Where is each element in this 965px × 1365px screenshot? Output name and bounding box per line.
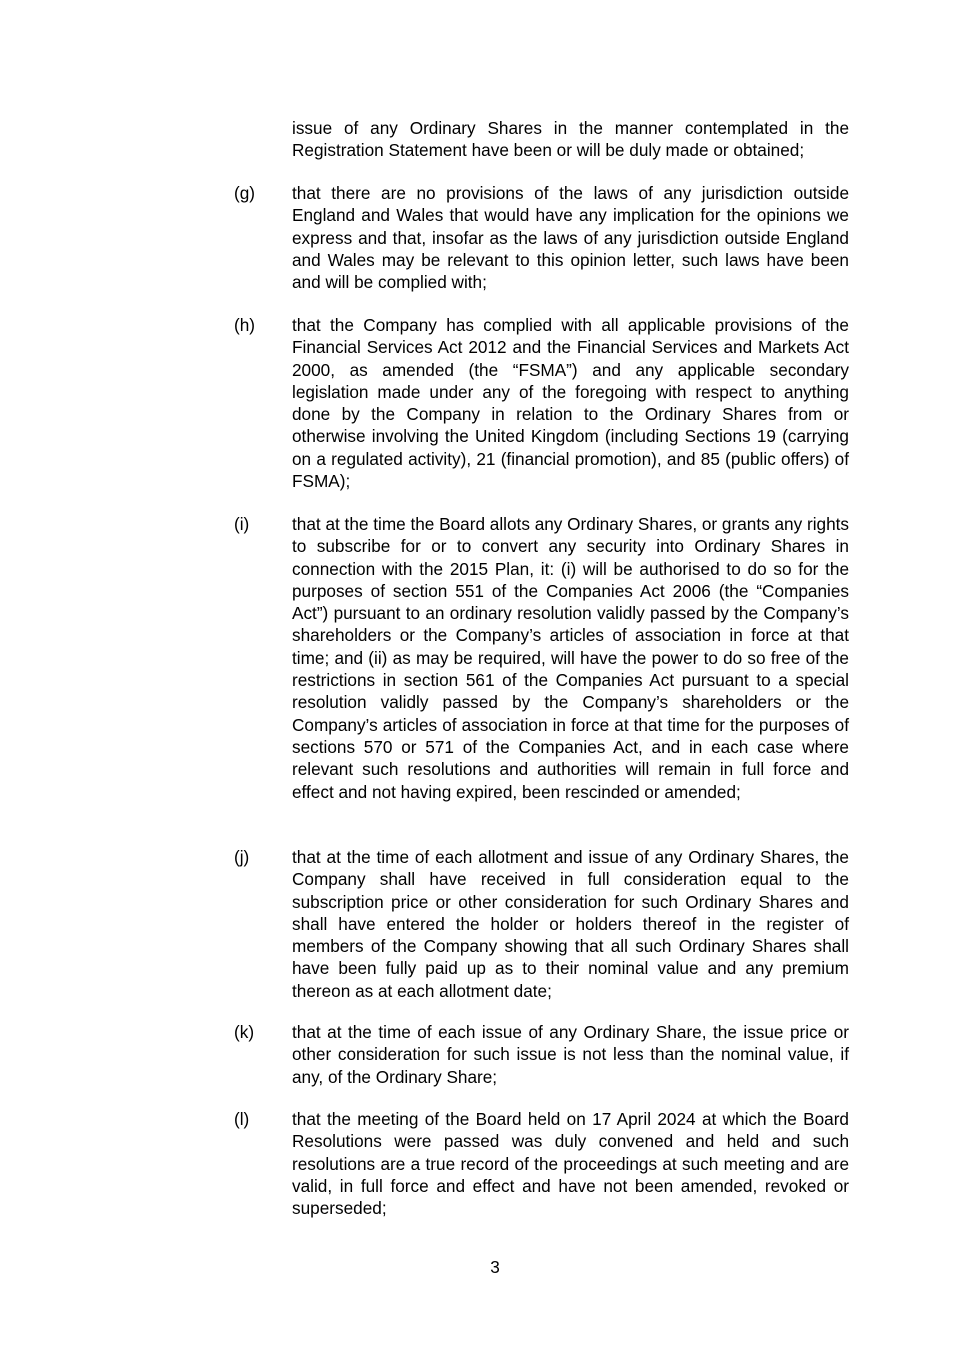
page-number: 3 [490,1257,500,1277]
item-text-g: that there are no provisions of the laws of any jurisdiction outside England and Wales that would have any implication for the opinions we express and that, insofar as the laws of any jurisdiction outside England and Wales may be relevant to this opinion letter, such laws have been and will be complied with; [292,183,849,293]
item-label-j: (j) [234,847,250,867]
item-label-i: (i) [234,514,250,534]
item-text-j: that at the time of each allotment and issue of any Ordinary Shares, the Company shall have received in full consideration equal to the subscription price or other consideration for such Ordinary Shares and shall have entered the holder or holders thereof in the register of members of the Company showing that all such Ordinary Shares shall have been fully paid up as to their nominal value and any premium thereon as at each allotment date; [292,847,849,1001]
item-text-h: that the Company has complied with all applicable provisions of the Financial Services Act 2012 and the Financial Services and Markets Act 2000, as amended (the “FSMA”) and any applicable secondary legislation made under any of the foregoing with respect to anything done by the Company in relation to the Ordinary Shares from or otherwise involving the United Kingdom (including Sections 19 (carrying on a regulated activity), 21 (financial promotion), and 85 (public offers) of FSMA); [292,315,849,492]
item-label-g: (g) [234,183,256,203]
item-text-i: that at the time the Board allots any Ordinary Shares, or grants any rights to subscribe for or to convert any security into Ordinary Shares in connection with the 2015 Plan, it: (i) will be authorised to do so for the purposes of section 551 of the Companies Act 2006 (the “Companies Act”) pursuant to an ordinary resolution validly passed by the Company’s shareholders or the Company’s articles of association in force at that time; and (ii) as may be required, will have the power to do so free of the restrictions in section 561 of the Companies Act pursuant to a special resolution validly passed by the Company’s shareholders or the Company’s articles of association in force at that time for the purposes of sections 570 or 571 of the Companies Act, and in each case where relevant such resolutions and authorities will remain in full force and effect and not having expired, been rescinded or amended; [292,514,849,802]
item-label-h: (h) [234,315,256,335]
item-text-l: that the meeting of the Board held on 17 April 2024 at which the Board Resolutions were passed was duly convened and held and such resolutions are a true record of the proceedings at such meeting and are valid, in full force and effect and have not been amended, revoked or superseded; [292,1109,849,1219]
continuation-paragraph: issue of any Ordinary Shares in the manner contemplated in the Registration Statement have been or will be duly made or obtained; [292,118,849,161]
item-label-l: (l) [234,1109,250,1129]
item-label-k: (k) [234,1022,255,1042]
item-text-k: that at the time of each issue of any Ordinary Share, the issue price or other consideration for such issue is not less than the nominal value, if any, of the Ordinary Share; [292,1022,849,1087]
